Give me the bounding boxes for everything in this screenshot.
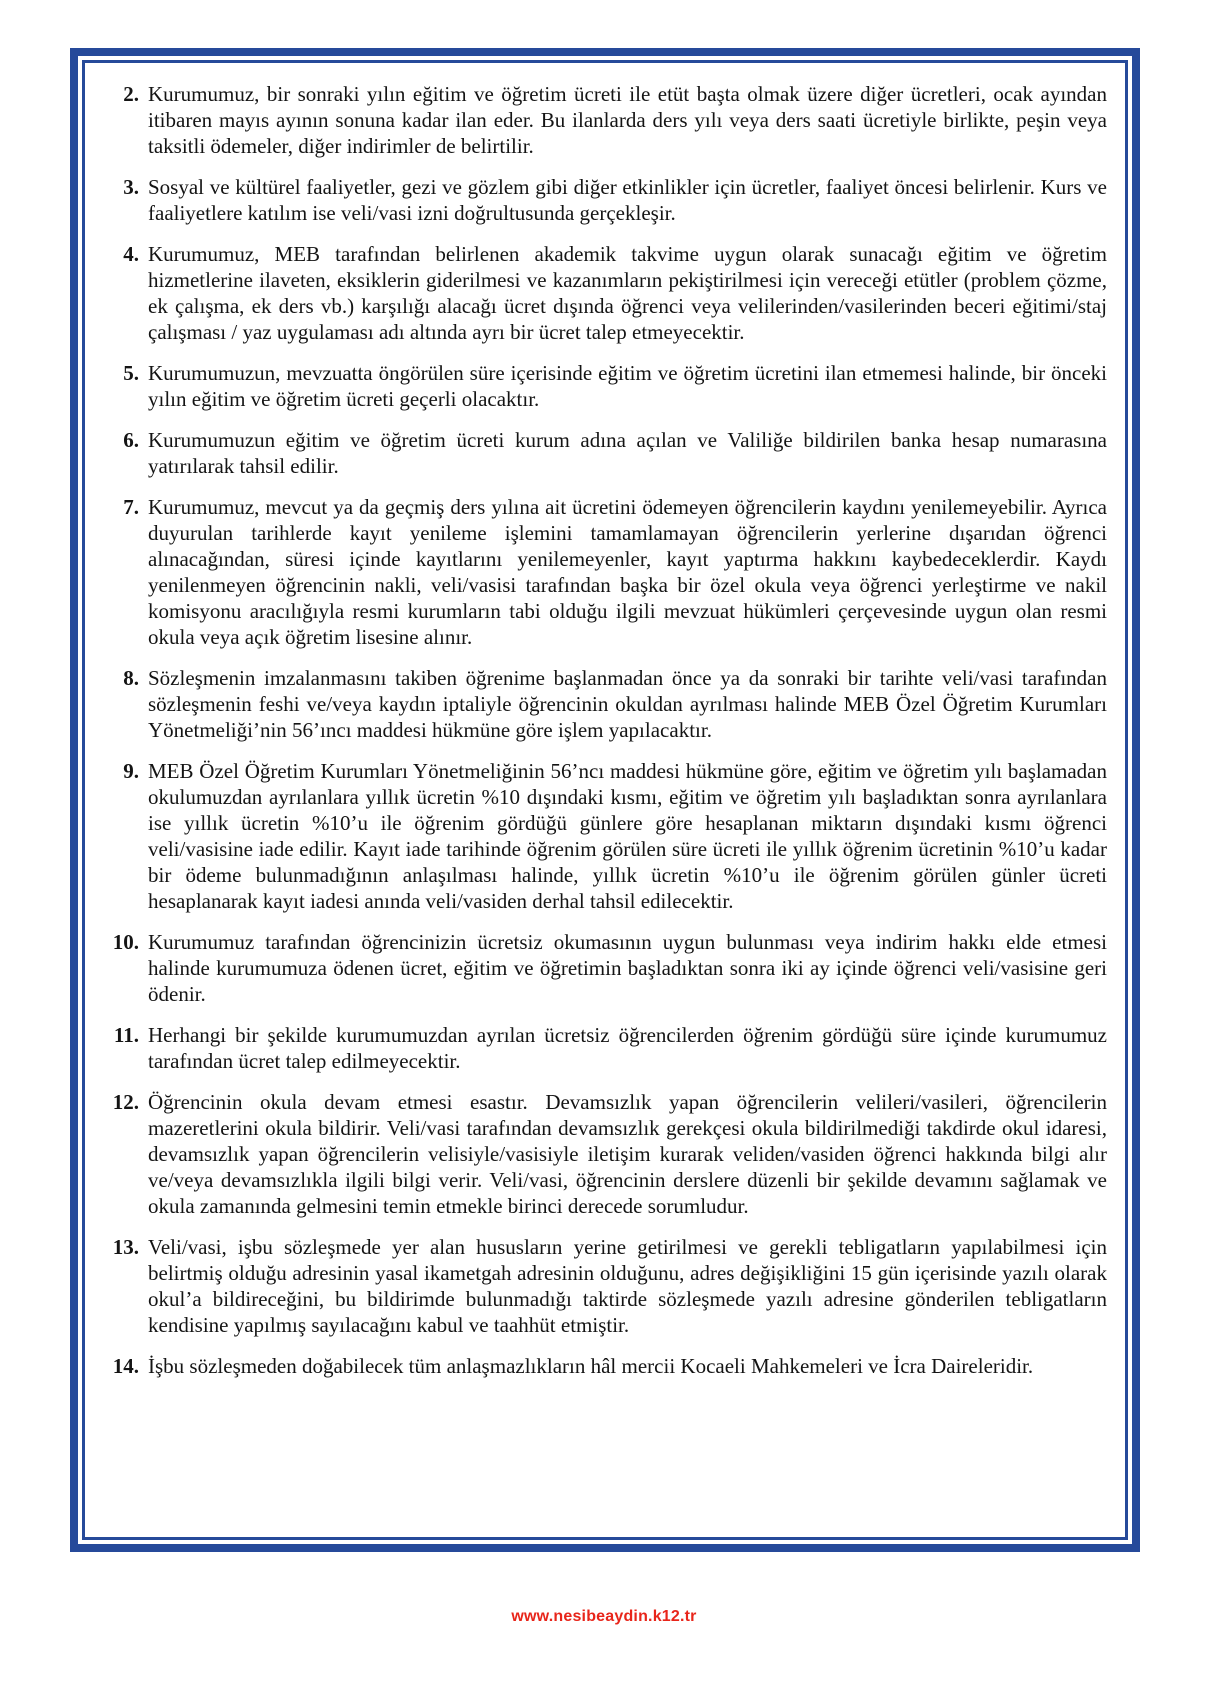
clause-number: 14. (112, 1354, 139, 1378)
clause-text: Kurumumuzun, mevzuatta öngörülen süre içerisinde eğitim ve öğretim ücretini ilan etmemesi halinde, bir önceki yılın eğitim ve öğretim ücreti geçerli olacaktır. (148, 361, 1107, 411)
contract-clause (99, 241, 1107, 345)
clause-text: Sözleşmenin imzalanmasını takiben öğrenime başlanmadan önce ya da sonraki bir tarihte veli/vasi tarafından sözleşmenin feshi ve/veya kaydın iptaliyle öğrencinin okuldan ayrılması halinde MEB Özel Öğretim Kurumları Yönetmeliği’nin 56’ıncı maddesi hükmüne göre işlem yapılacaktır. (148, 666, 1107, 742)
contract-clause (99, 174, 1107, 226)
contract-clause (99, 929, 1107, 1007)
clause-number: 10. (112, 930, 139, 954)
clause-number: 12. (112, 1090, 139, 1114)
clause-text: Kurumumuz, bir sonraki yılın eğitim ve öğretim ücreti ile etüt başta olmak üzere diğer ücretleri, ocak ayından itibaren mayıs ayının sonuna kadar ilan eder. Bu ilanlarda ders yılı veya ders saati ücretiyle birlikte, peşin veya taksitli ödemeler, diğer indirimler de belirtilir. (148, 82, 1107, 158)
contract-clause (99, 1022, 1107, 1074)
clause-text: Kurumumuzun eğitim ve öğretim ücreti kurum adına açılan ve Valiliğe bildirilen banka hesap numarasına yatırılarak tahsil edilir. (148, 428, 1107, 478)
clause-text: Herhangi bir şekilde kurumumuzdan ayrılan ücretsiz öğrencilerden öğrenim gördüğü süre içinde kurumumuz tarafından ücret talep edilmeyecektir. (148, 1023, 1107, 1073)
contract-clause (99, 427, 1107, 479)
clause-text: Kurumumuz, mevcut ya da geçmiş ders yılına ait ücretini ödemeyen öğrencilerin kaydını yenilemeyebilir. Ayrıca duyurulan tarihlerde kayıt yenileme işlemini tamamlamayan öğrencilerin yerlerine dışarıdan öğrenci alınacağından, süresi içinde kayıtlarını yenilemeyenler, kayıt yaptırma hakkını kaybedeceklerdir. Kaydı yenilenmeyen öğrencinin nakli, veli/vasisi tarafından başka bir özel okula veya öğrenci yerleştirme ve nakil komisyonu aracılığıyla resmi kurumların tabi olduğu ilgili mevzuat hükümleri çerçevesinde uygun olan resmi okula veya açık öğretim lisesine alınır. (148, 495, 1107, 649)
document-border-frame (70, 48, 1140, 1552)
clause-number: 11. (113, 1023, 139, 1047)
clause-text: Kurumumuz tarafından öğrencinizin ücretsiz okumasının uygun bulunması veya indirim hakkı elde etmesi halinde kurumumuza ödenen ücret, eğitim ve öğretimin başladıktan sonra iki ay içinde öğrenci veli/vasisine geri ödenir. (148, 930, 1107, 1006)
clause-number: 8. (123, 666, 139, 690)
clause-text: Veli/vasi, işbu sözleşmede yer alan hususların yerine getirilmesi ve gerekli tebligatların yapılabilmesi için belirtmiş olduğu adresinin yasal ikametgah adresinin olduğunu, adres değişikliğini 15 gün içerisinde yazılı olarak okul’a bildireceğini, bu bildirimde bulunmadığı taktirde sözleşmede yazılı adresine gönderilen tebligatların kendisine yapılmış sayılacağını kabul ve taahhüt etmiştir. (148, 1235, 1107, 1337)
contract-clause (99, 360, 1107, 412)
contract-clause (99, 81, 1107, 159)
contract-clause (99, 1234, 1107, 1338)
contract-clause (99, 1089, 1107, 1219)
clause-text: MEB Özel Öğretim Kurumları Yönetmeliğinin 56’ncı maddesi hükmüne göre, eğitim ve öğretim yılı başlamadan okulumuzdan ayrılanlara yıllık ücretin %10 dışındaki kısmı, eğitim ve öğretim yılı başladıktan sonra ayrılanlara ise yıllık ücretin %10’u ile öğrenim gördüğü günlere göre hesaplanan miktarın dışındaki kısmı öğrenci veli/vasisine iade edilir. Kayıt iade tarihinde öğrenim görülen süre ücreti ile yıllık öğrenim ücretinin %10’u kadar bir ödeme bulunmadığının anlaşılması halinde, yıllık ücretin %10’u ile öğrenim görülen günler ücreti hesaplanarak kayıt iadesi anında veli/vasiden derhal tahsil edilecektir. (148, 759, 1107, 913)
contract-clauses-list (99, 81, 1107, 1379)
clause-number: 7. (123, 495, 139, 519)
clause-text: Sosyal ve kültürel faaliyetler, gezi ve gözlem gibi diğer etkinlikler için ücretler, faaliyet öncesi belirlenir. Kurs ve faaliyetlere katılım ise veli/vasi izni doğrultusunda gerçekleşir. (148, 175, 1107, 225)
document-content-area (82, 60, 1128, 1540)
clause-text: Öğrencinin okula devam etmesi esastır. Devamsızlık yapan öğrencilerin velileri/vasileri, öğrencilerin mazeretlerini okula bildirir. Veli/vasi tarafından devamsızlık gerekçesi okula bildirilmediği takdirde okul idaresi, devamsızlık yapan öğrencilerin velisiyle/vasisiyle iletişim kurarak veliden/vasiden öğrenci hakkında bilgi alır ve/veya devamsızlıkla ilgili bilgi verir. Veli/vasi, öğrencinin derslere düzenli bir şekilde devamını sağlamak ve okula zamanında gelmesini temin etmekle birinci derecede sorumludur. (148, 1090, 1107, 1218)
clause-number: 6. (123, 428, 139, 452)
clause-number: 9. (123, 759, 139, 783)
clause-number: 2. (123, 82, 139, 106)
footer-website-url: www.nesibeaydin.k12.tr (511, 1608, 697, 1625)
contract-clause (99, 494, 1107, 650)
contract-clause (99, 1353, 1107, 1379)
clause-number: 13. (112, 1235, 139, 1259)
clause-text: Kurumumuz, MEB tarafından belirlenen akademik takvime uygun olarak sunacağı eğitim ve öğretim hizmetlerine ilaveten, eksiklerin giderilmesi ve kazanımların pekiştirilmesi için vereceği etütler (problem çözme, ek çalışma, ek ders vb.) karşılığı alacağı ücret dışında öğrenci veya velilerinden/vasilerinden beceri eğitimi/staj çalışması / yaz uygulaması adı altında ayrı bir ücret talep etmeyecektir. (148, 242, 1107, 344)
clause-number: 3. (123, 175, 139, 199)
clause-text: İşbu sözleşmeden doğabilecek tüm anlaşmazlıkların hâl mercii Kocaeli Mahkemeleri ve İcra Daireleridir. (148, 1354, 1034, 1378)
contract-clause (99, 665, 1107, 743)
clause-number: 5. (123, 361, 139, 385)
clause-number: 4. (123, 242, 139, 266)
contract-clause (99, 758, 1107, 914)
